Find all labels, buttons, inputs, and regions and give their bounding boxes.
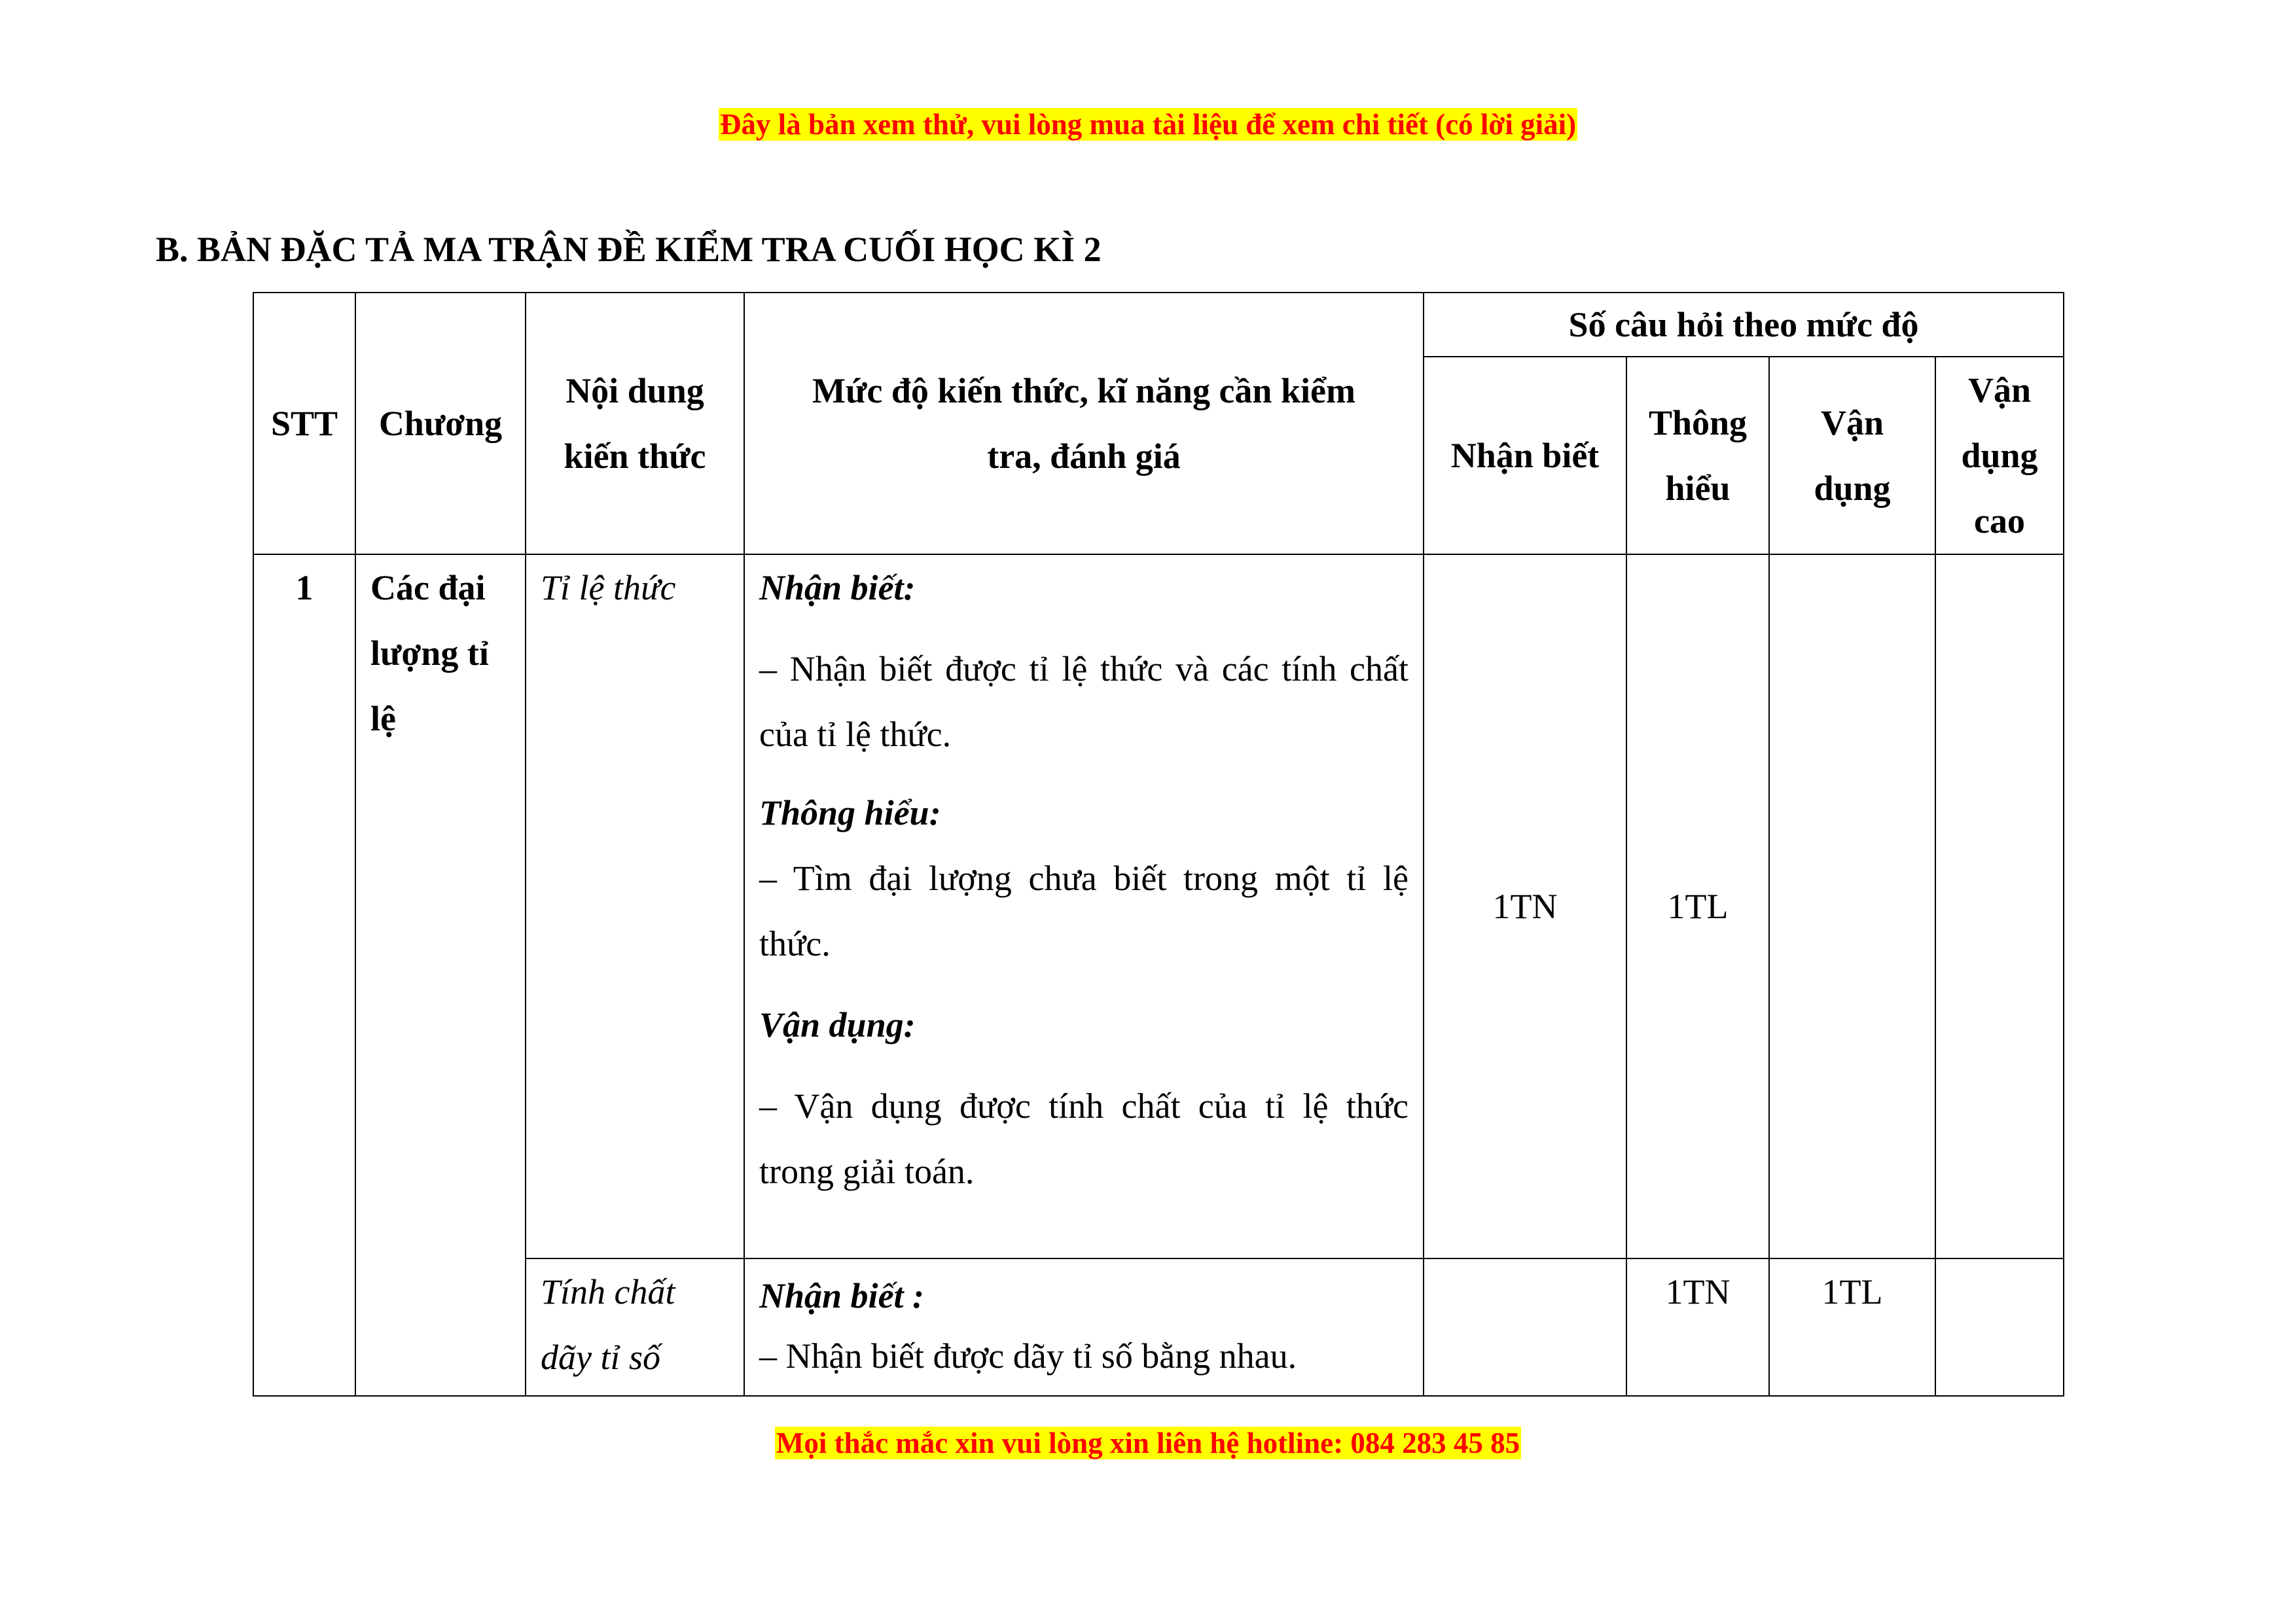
level-label-recognize: Nhận biết : (759, 1276, 925, 1315)
description-text: – Vận dụng được tính chất của tỉ lệ thức trong giải toán. (759, 1086, 1408, 1191)
description-text: – Nhận biết được tỉ lệ thức và các tính chất của tỉ lệ thức. (759, 649, 1408, 754)
row-content: Tính chất dãy tỉ số (526, 1258, 744, 1396)
count-apply (1769, 554, 1935, 1258)
description-text: – Nhận biết được dãy tỉ số bằng nhau. (759, 1336, 1297, 1376)
count-apply-high (1935, 554, 2064, 1258)
header-understand: Thông hiểu (1626, 357, 1769, 554)
row-content: Tỉ lệ thức (526, 554, 744, 1258)
header-apply-high: Vận dụng cao (1935, 357, 2064, 554)
count-understand: 1TL (1626, 554, 1769, 1258)
preview-banner-text: Đây là bản xem thử, vui lòng mua tài liệu để xem chi tiết (có lời giải) (719, 108, 1577, 141)
header-chapter: Chương (355, 293, 526, 554)
count-apply: 1TL (1769, 1258, 1935, 1396)
header-question-count-group: Số câu hỏi theo mức độ (1424, 293, 2064, 357)
header-content: Nội dung kiến thức (526, 293, 744, 554)
header-apply: Vận dụng (1769, 357, 1935, 554)
row-chapter: Các đại lượng tỉ lệ (355, 554, 526, 1396)
hotline-banner (0, 1423, 2296, 1463)
count-recognize: 1TN (1424, 554, 1626, 1258)
level-label-understand: Thông hiểu: (759, 793, 941, 832)
specification-matrix-table (253, 292, 2064, 1397)
header-description: Mức độ kiến thức, kĩ năng cần kiểm tra, đánh giá (744, 293, 1424, 554)
section-title: B. BẢN ĐẶC TẢ MA TRẬN ĐỀ KIỂM TRA CUỐI HỌC KÌ 2 (156, 230, 1102, 269)
count-recognize (1424, 1258, 1626, 1396)
header-stt: STT (253, 293, 355, 554)
preview-banner (0, 105, 2296, 144)
count-apply-high (1935, 1258, 2064, 1396)
row-description (744, 554, 1424, 1258)
description-text: – Tìm đại lượng chưa biết trong một tỉ lệ thức. (759, 859, 1408, 963)
count-understand: 1TN (1626, 1258, 1769, 1396)
header-recognize: Nhận biết (1424, 357, 1626, 554)
level-label-recognize: Nhận biết: (759, 568, 916, 607)
row-stt: 1 (253, 554, 355, 1396)
level-label-apply: Vận dụng: (759, 1005, 916, 1044)
row-description (744, 1258, 1424, 1396)
hotline-banner-text: Mọi thắc mắc xin vui lòng xin liên hệ hotline: 084 283 45 85 (776, 1427, 1520, 1459)
header-row-1 (253, 293, 2064, 357)
table-row (253, 554, 2064, 1258)
